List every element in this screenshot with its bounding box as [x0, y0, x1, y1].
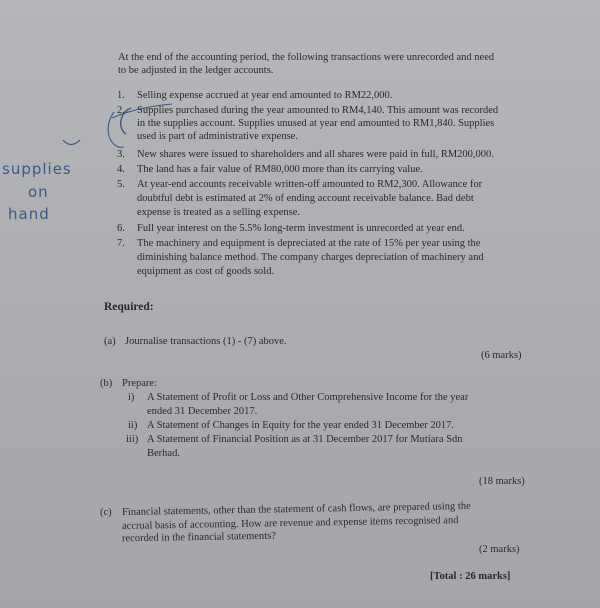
part-c-line-1: Financial statements, other than the statement of cash flows, are prepared using the — [121, 500, 471, 519]
item-number: 3. — [117, 149, 125, 160]
item-number: 6. — [117, 223, 125, 234]
part-c-line-3: recorded in the financial statements? — [121, 530, 277, 545]
handwritten-note-line2: on — [28, 183, 49, 201]
tick-mark — [63, 140, 80, 145]
part-b-intro: Prepare: — [122, 378, 157, 389]
item-2-line-1: Supplies purchased during the year amounted to RM4,140. This amount was recorded — [137, 105, 499, 116]
item-7-line-2: diminishing balance method. The company charges depreciation of machinery and — [137, 252, 484, 263]
handwritten-note-line1: supplies — [2, 160, 72, 178]
sub-number: ii) — [128, 420, 138, 431]
part-b-marks: (18 marks) — [479, 476, 525, 487]
part-c-label: (c) — [100, 507, 112, 518]
part-c-marks: (2 marks) — [479, 544, 520, 555]
sub-number: iii) — [126, 434, 139, 445]
item-6-line-1: Full year interest on the 5.5% long-term investment is unrecorded at year end. — [137, 223, 465, 234]
intro-line-2: to be adjusted in the ledger accounts. — [118, 65, 274, 76]
item-5-line-3: expense is treated as a selling expense. — [137, 207, 300, 218]
item-number: 1. — [117, 90, 125, 101]
item-4-line-1: The land has a fair value of RM80,000 more than its carrying value. — [137, 164, 423, 175]
part-a-text: Journalise transactions (1) - (7) above. — [125, 336, 287, 347]
item-number: 5. — [117, 179, 125, 190]
item-2-line-2: in the supplies account. Supplies unused at year end amounted to RM1,840. Supplies — [137, 118, 495, 129]
part-b-iii-line-2: Berhad. — [147, 448, 180, 459]
item-1-line-1: Selling expense accrued at year end amounted to RM22,000. — [137, 90, 393, 101]
item-3-line-1: New shares were issued to shareholders and all shares were paid in full, RM200,000. — [137, 149, 494, 160]
total-marks: [Total : 26 marks] — [430, 571, 511, 582]
part-b-label: (b) — [100, 378, 113, 389]
item-7-line-1: The machinery and equipment is depreciated at the rate of 15% per year using the — [137, 238, 481, 249]
item-number: 2. — [117, 105, 125, 116]
item-5-line-2: doubtful debt is estimated at 2% of ending account receivable balance. Bad debt — [137, 193, 474, 204]
part-c-line-2: accrual basis of accounting. How are revenue and expense items recognised and — [121, 515, 459, 532]
part-b-i-line-2: ended 31 December 2017. — [147, 406, 258, 417]
item-number: 7. — [117, 238, 125, 249]
intro-line-1: At the end of the accounting period, the following transactions were unrecorded and need — [118, 52, 495, 63]
item-2-line-3: used is part of administrative expense. — [137, 131, 298, 142]
handwritten-note-line3: hand — [8, 205, 50, 223]
item-7-line-3: equipment as cost of goods sold. — [137, 266, 275, 277]
part-a-label: (a) — [104, 336, 116, 347]
part-b-i-line-1: A Statement of Profit or Loss and Other Comprehensive Income for the year — [147, 392, 469, 403]
required-heading: Required: — [104, 301, 154, 313]
sub-number: i) — [128, 392, 135, 403]
item-number: 4. — [117, 164, 125, 175]
part-b-ii-line-1: A Statement of Changes in Equity for the year ended 31 December 2017. — [147, 420, 455, 431]
part-a-marks: (6 marks) — [481, 350, 522, 361]
part-b-iii-line-1: A Statement of Financial Position as at 31 December 2017 for Mutiara Sdn — [147, 434, 463, 445]
item-5-line-1: At year-end accounts receivable written-off amounted to RM2,300. Allowance for — [137, 179, 483, 190]
